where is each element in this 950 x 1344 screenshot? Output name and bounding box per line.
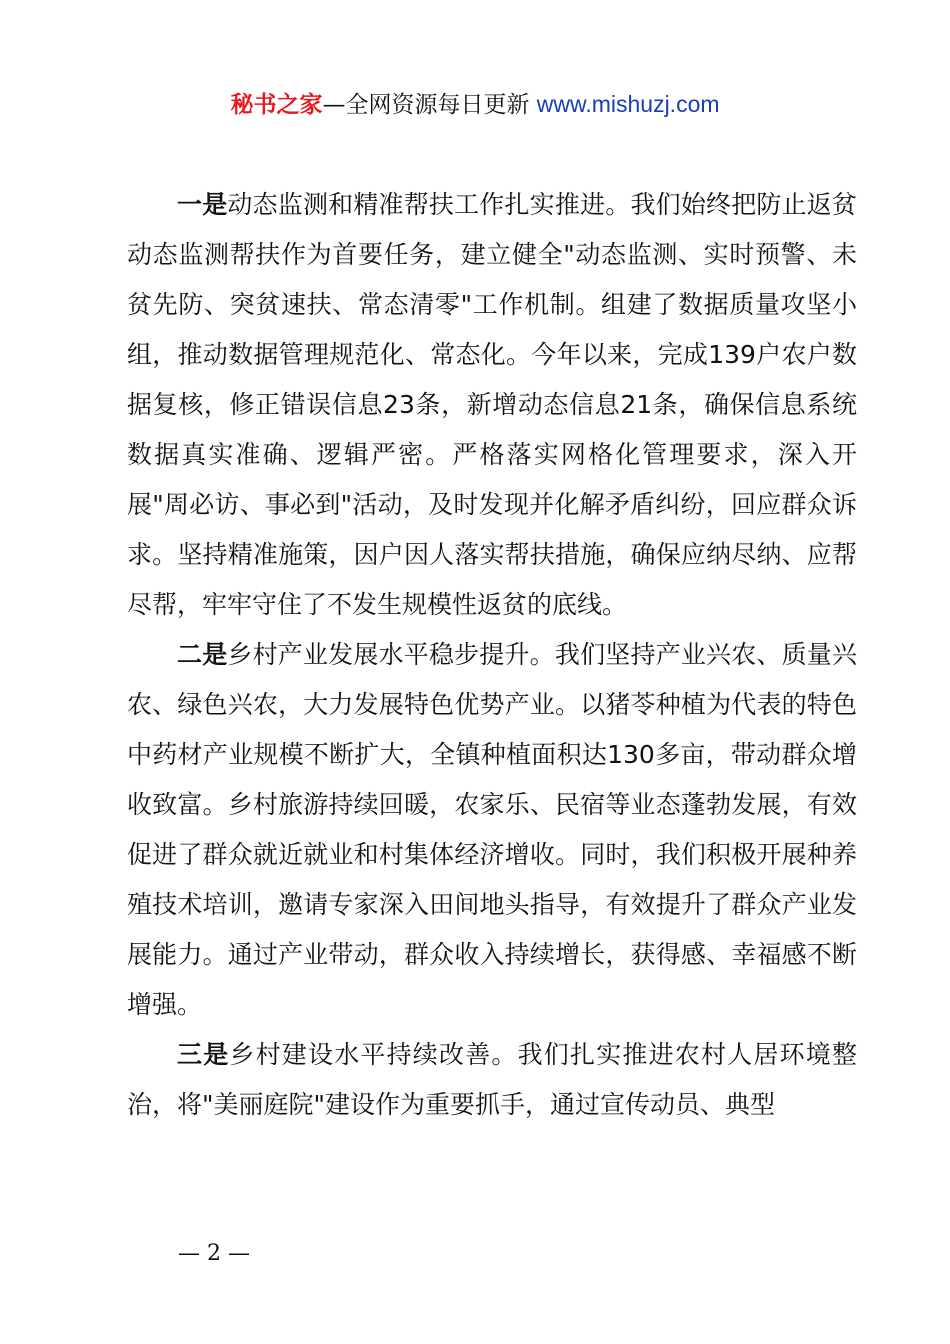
paragraph-text: 乡村建设水平持续改善。我们扎实推进农村人居环境整治，将"美丽庭院"建设作为重要抓手，通过宣传动员、典型 [127,1040,857,1119]
paragraph-lead: 二是 [177,640,228,669]
paragraph-1 [127,180,857,630]
document-body [127,180,857,1130]
paragraph-text: 动态监测和精准帮扶工作扎实推进。我们始终把防止返贫动态监测帮扶作为首要任务，建立健全"动态监测、实时预警、未贫先防、突贫速扶、常态清零"工作机制。组建了数据质量攻坚小组，推动数据管理规范化、常态化。今年以来，完成139户农户数据复核，修正错误信息23条，新增动态信息21条，确保信息系统数据真实准确、逻辑严密。严格落实网格化管理要求，深入开展"周必访、事必到"活动，及时发现并化解矛盾纠纷，回应群众诉求。坚持精准施策，因户因人落实帮扶措施，确保应纳尽纳、应帮尽帮，牢牢守住了不发生规模性返贫的底线。 [127,190,857,619]
paragraph-lead: 一是 [177,190,228,219]
page-number: — 2 — [178,1241,250,1266]
paragraph-3 [127,1030,857,1130]
site-url-link[interactable]: www.mishuzj.com [536,91,720,117]
brand-name: 秘书之家 [230,92,323,118]
paragraph-text: 乡村产业发展水平稳步提升。我们坚持产业兴农、质量兴农、绿色兴农，大力发展特色优势产业。以猪苓种植为代表的特色中药材产业规模不断扩大，全镇种植面积达130多亩，带动群众增收致富。乡村旅游持续回暖，农家乐、民宿等业态蓬勃发展，有效促进了群众就近就业和村集体经济增收。同时，我们积极开展种养殖技术培训，邀请专家深入田间地头指导，有效提升了群众产业发展能力。通过产业带动，群众收入持续增长，获得感、幸福感不断增强。 [127,640,857,1019]
site-header [0,86,950,123]
paragraph-2 [127,630,857,1030]
header-tagline: —全网资源每日更新 [322,92,537,118]
paragraph-lead: 三是 [177,1040,230,1069]
